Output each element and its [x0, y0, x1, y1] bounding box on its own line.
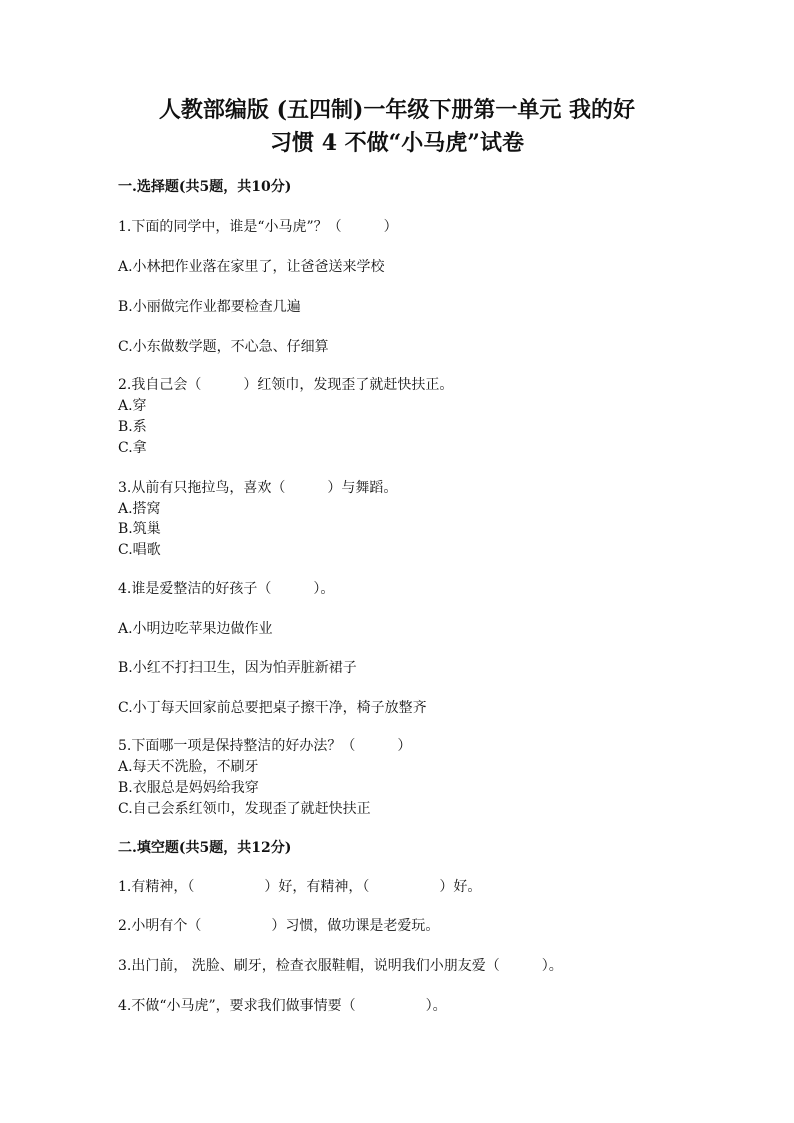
fill-q2: 2.小明有个（ ）习惯，做功课是老爱玩。	[118, 918, 440, 934]
q2-option-b: B.系	[118, 419, 147, 435]
q1-stem: 1.下面的同学中，谁是“小马虎”？（ ）	[118, 219, 398, 235]
q2-option-c: C.拿	[118, 440, 147, 456]
q4-option-c: C.小丁每天回家前总要把桌子擦干净，椅子放整齐	[118, 700, 427, 716]
q5-stem: 5.下面哪一项是保持整洁的好办法？（ ）	[118, 738, 412, 754]
fill-q3: 3.出门前， 洗脸、刷牙，检查衣服鞋帽，说明我们小朋友爱（ ）。	[118, 958, 563, 974]
q4-stem: 4.谁是爱整洁的好孩子（ ）。	[118, 581, 335, 597]
title-line-1: 人教部编版 (五四制)一年级下册第一单元 我的好	[158, 97, 636, 123]
q5-option-a: A.每天不洗脸，不刷牙	[118, 759, 259, 775]
q3-option-c: C.唱歌	[118, 542, 161, 558]
q1-option-a: A.小林把作业落在家里了，让爸爸送来学校	[118, 259, 385, 275]
q1-option-c: C.小东做数学题，不心急、仔细算	[118, 339, 329, 355]
q5-option-c: C.自己会系红领巾，发现歪了就赶快扶正	[118, 801, 371, 817]
q5-option-b: B.衣服总是妈妈给我穿	[118, 780, 259, 796]
q3-option-a: A.搭窝	[118, 501, 161, 517]
q1-option-b: B.小丽做完作业都要检查几遍	[118, 299, 301, 315]
q3-stem: 3.从前有只拖拉鸟，喜欢（ ）与舞蹈。	[118, 480, 398, 496]
section-1-heading: 一.选择题(共5题，共10分)	[118, 179, 292, 195]
title-line-2: 习惯 4 不做“小马虎”试卷	[270, 130, 524, 156]
section-2-heading: 二.填空题(共5题，共12分)	[118, 840, 292, 856]
q3-option-b: B.筑巢	[118, 521, 161, 537]
q4-option-b: B.小红不打扫卫生，因为怕弄脏新裙子	[118, 660, 357, 676]
fill-q4: 4.不做“小马虎”，要求我们做事情要（ ）。	[118, 998, 447, 1014]
fill-q1: 1.有精神，（ ）好，有精神，（ ）好。	[118, 879, 482, 895]
q2-option-a: A.穿	[118, 398, 147, 414]
q4-option-a: A.小明边吃苹果边做作业	[118, 621, 273, 637]
q2-stem: 2.我自己会（ ）红领巾，发现歪了就赶快扶正。	[118, 377, 454, 393]
exam-title	[110, 94, 684, 160]
